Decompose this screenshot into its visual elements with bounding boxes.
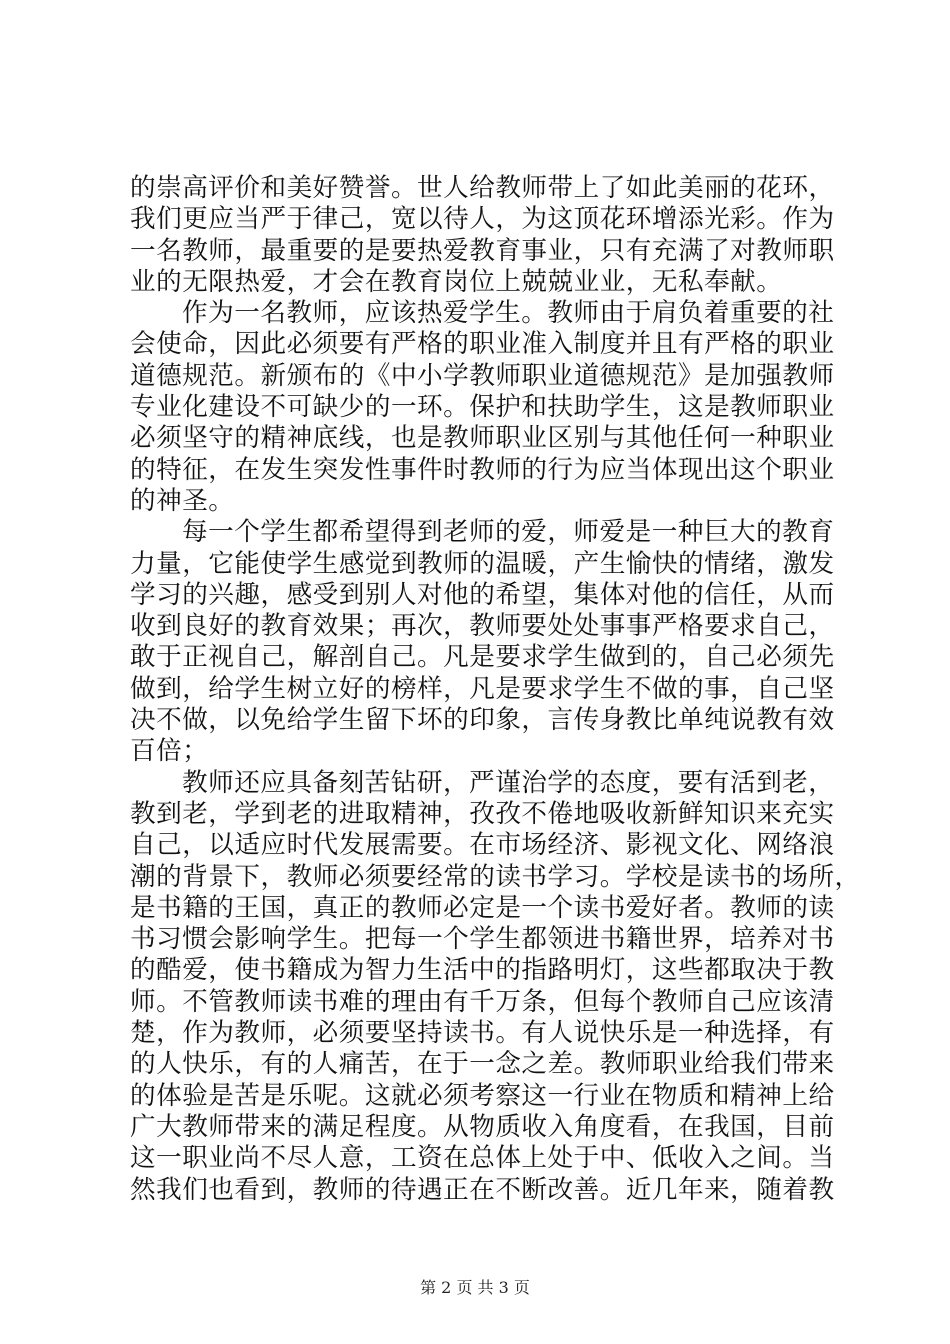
- text-line: 广大教师带来的满足程度。从物质收入角度看，在我国，目前: [130, 1111, 835, 1142]
- text-line: 学习的兴趣，感受到别人对他的希望，集体对他的信任，从而: [130, 579, 835, 610]
- text-line: 教到老，学到老的进取精神，孜孜不倦地吸收新鲜知识来充实: [130, 798, 835, 829]
- text-line: 做到，给学生树立好的榜样，凡是要求学生不做的事，自己坚: [130, 673, 835, 704]
- text-line: 决不做，以免给学生留下坏的印象，言传身教比单纯说教有效: [130, 705, 835, 736]
- text-line: 书习惯会影响学生。把每一个学生都领进书籍世界，培养对书: [130, 924, 835, 955]
- text-line: 然我们也看到，教师的待遇正在不断改善。近几年来，随着教: [130, 1174, 835, 1205]
- text-line: 会使命，因此必须要有严格的职业准入制度并且有严格的职业: [130, 329, 835, 360]
- text-line: 的酷爱，使书籍成为智力生活中的指路明灯，这些都取决于教: [130, 955, 835, 986]
- page-footer: 第 2 页 共 3 页: [420, 1278, 530, 1297]
- text-line: 收到良好的教育效果；再次，教师要处处事事严格要求自己，: [130, 611, 835, 642]
- text-line: 潮的背景下，教师必须要经常的读书学习。学校是读书的场所，: [130, 861, 861, 892]
- text-line: 的神圣。: [130, 485, 235, 516]
- text-line: 必须坚守的精神底线，也是教师职业区别与其他任何一种职业: [130, 423, 835, 454]
- text-line: 道德规范。新颁布的《中小学教师职业道德规范》是加强教师: [130, 360, 835, 391]
- text-line: 这一职业尚不尽人意，工资在总体上处于中、低收入之间。当: [130, 1143, 835, 1174]
- text-line: 师。不管教师读书难的理由有千万条，但每个教师自己应该清: [130, 986, 835, 1017]
- body-text: [130, 173, 861, 1206]
- text-line: 业的无限热爱，才会在教育岗位上兢兢业业，无私奉献。: [130, 266, 783, 297]
- text-line: 作为一名教师，应该热爱学生。教师由于肩负着重要的社: [182, 298, 835, 329]
- text-line: 敢于正视自己，解剖自己。凡是要求学生做到的，自己必须先: [130, 642, 835, 673]
- text-line: 专业化建设不可缺少的一环。保护和扶助学生，这是教师职业: [130, 392, 835, 423]
- text-line: 的崇高评价和美好赞誉。世人给教师带上了如此美丽的花环，: [130, 173, 835, 203]
- text-line: 的体验是苦是乐呢。这就必须考察这一行业在物质和精神上给: [130, 1080, 835, 1111]
- text-line: 我们更应当严于律己，宽以待人，为这顶花环增添光彩。作为: [130, 204, 835, 235]
- text-line: 教师还应具备刻苦钻研，严谨治学的态度，要有活到老，: [182, 767, 835, 798]
- text-line: 是书籍的王国，真正的教师必定是一个读书爱好者。教师的读: [130, 892, 835, 923]
- text-line: 百倍；: [130, 736, 209, 767]
- text-line: 楚，作为教师，必须要坚持读书。有人说快乐是一种选择，有: [130, 1018, 835, 1049]
- text-line: 一名教师，最重要的是要热爱教育事业，只有充满了对教师职: [130, 235, 835, 266]
- text-line: 每一个学生都希望得到老师的爱，师爱是一种巨大的教育: [182, 517, 835, 548]
- text-line: 的特征，在发生突发性事件时教师的行为应当体现出这个职业: [130, 454, 835, 485]
- text-line: 的人快乐，有的人痛苦，在于一念之差。教师职业给我们带来: [130, 1049, 835, 1080]
- text-line: 力量，它能使学生感觉到教师的温暖，产生愉快的情绪，激发: [130, 548, 835, 579]
- text-line: 自己，以适应时代发展需要。在市场经济、影视文化、网络浪: [130, 830, 835, 861]
